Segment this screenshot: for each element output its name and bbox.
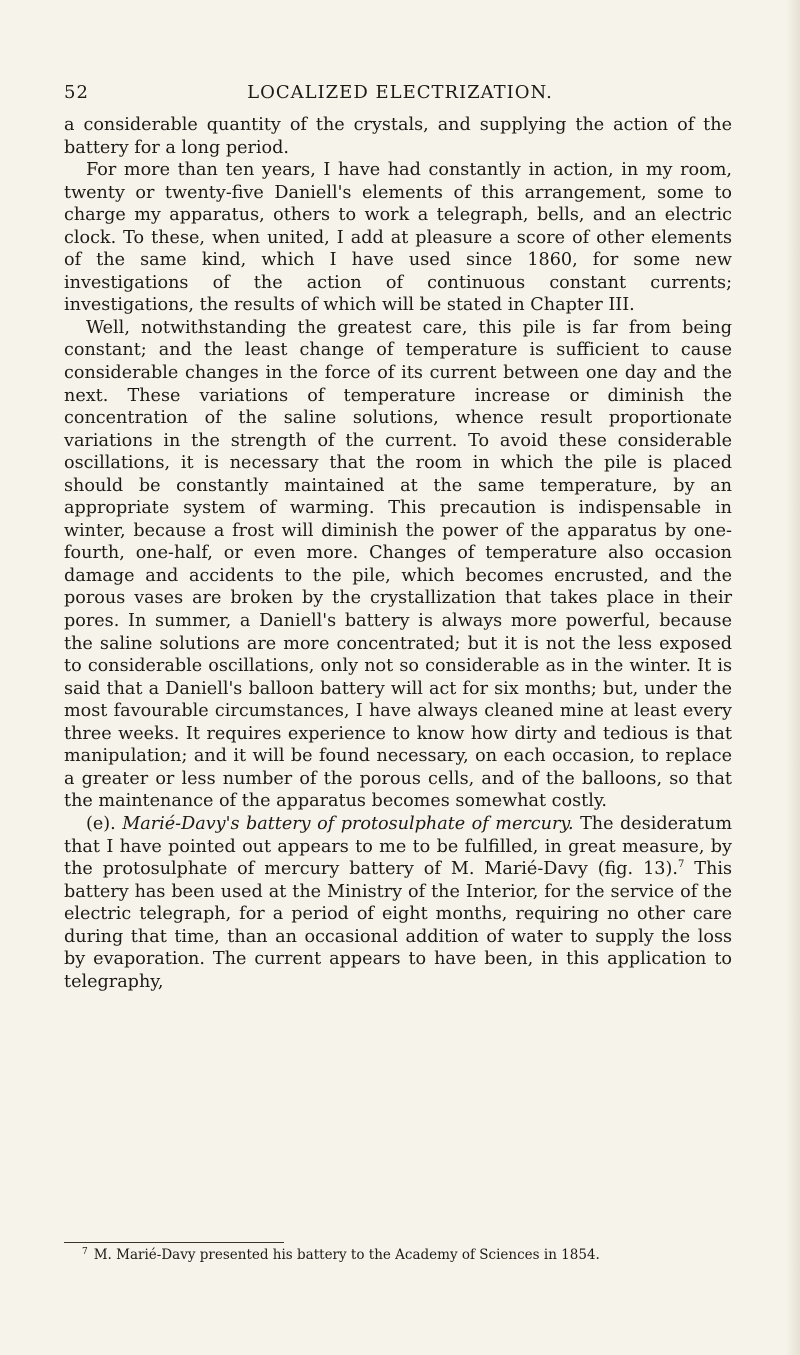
paragraph-continuation: a considerable quantity of the crystals, and supplying the action of the battery for a long period. [64,115,732,158]
body-text [64,114,732,993]
paragraph-pile-constancy: Well, notwithstanding the greatest care, this pile is far from being constant; and the least change of temperature is sufficient to cause considerable changes in the force of its current between one day and the next. These variations of temperature increase or diminish the concentration of the saline solutions, whence result proportionate variations in the strength of the current. To avoid these considerable oscillations, it is necessary that the room in which the pile is placed should be constantly maintained at the same temperature, by an appropriate system of warming. This precaution is indispensable in winter, because a frost will diminish the power of the apparatus by one-fourth, one-half, or even more. Changes of temperature also occasion damage and accidents to the pile, which becomes encrusted, and the porous vases are broken by the crystallization that takes place in their pores. In summer, a Daniell's battery is always more powerful, because the saline solutions are more concentrated; but it is not the less exposed to considerable oscillations, only not so considerable as in the winter. It is said that a Daniell's balloon battery will act for six months; but, under the most favourable circumstances, I have always cleaned mine at least every three weeks. It requires experience to know how dirty and tedious is that manipulation; and it will be found necessary, on each occasion, to replace a greater or less number of the porous cells, and of the balloons, so that the maintenance of the apparatus becomes somewhat costly. [64,317,732,812]
footnote-marker: 7 [82,1246,88,1257]
page-number: 52 [64,82,89,103]
page-edge-shadow [786,0,800,1355]
footnote-reference[interactable]: 7 [677,859,685,871]
paragraph-daniell-elements: For more than ten years, I have had constantly in action, in my room, twenty or twenty-five Daniell's elements of this arrangement, some to charge my apparatus, others to work a telegraph, bells, and an electric clock. To these, when united, I add at pleasure a score of other elements of the same kind, which I have used since 1860, for some new investigations of the action of continuous constant currents; investigations, the results of which will be stated in Chapter III. [64,160,732,316]
footnote-divider [64,1242,284,1243]
footnote-text: M. Marié-Davy presented his battery to the Academy of Sciences in 1854. [93,1247,600,1263]
section-label: (e). [86,813,116,834]
running-head [64,82,736,112]
running-title: LOCALIZED ELECTRIZATION. [247,82,553,103]
section-text-before-note: The desideratum that I have pointed out appears to me to be fulfilled, in great measure, by the protosulphate of mercury battery of M. Marié-Davy (fig. 13). [64,813,733,880]
paragraph-marie-davy [64,813,732,993]
section-text-after-note: This battery has been used at the Ministry of the Interior, for the service of the electric telegraph, for a period of eight months, requiring no other care during that time, than an occasional addition of water to supply the loss by evaporation. The current appears to have been, in this application to telegraphy, [64,859,733,992]
footnote [82,1246,732,1264]
section-heading: Marié-Davy's battery of protosulphate of mercury. [122,813,574,834]
